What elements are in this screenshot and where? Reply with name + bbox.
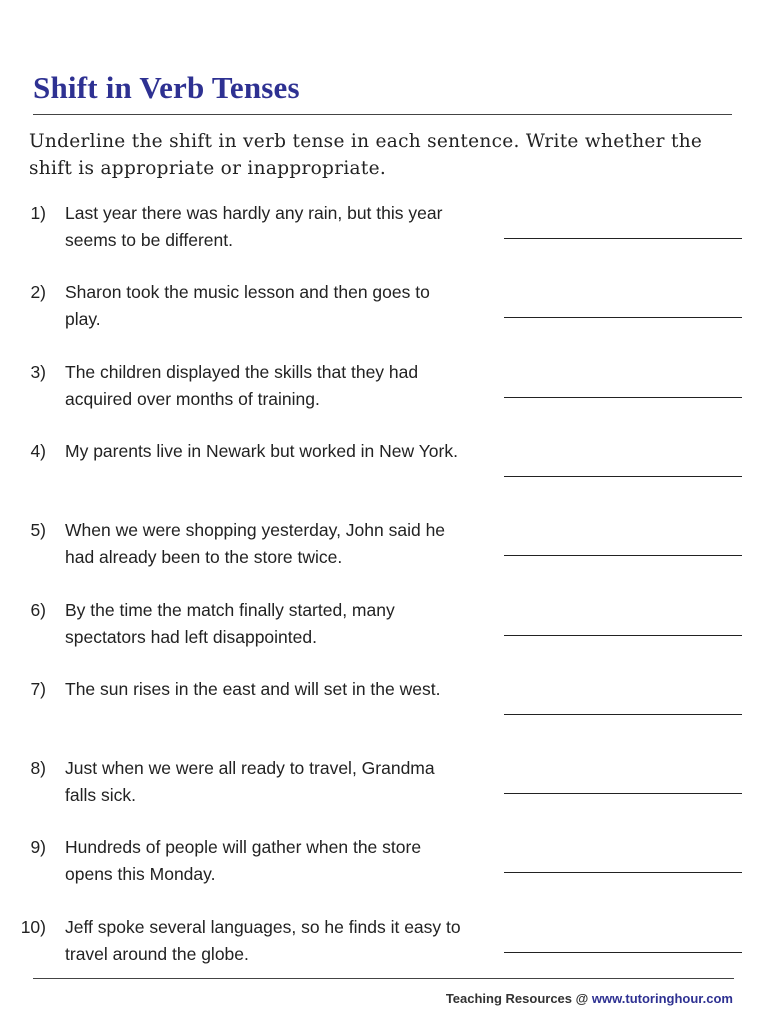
question-text: The children displayed the skills that they had acquired over months of training. [65, 362, 419, 409]
question-text: The sun rises in the east and will set in the west. [65, 679, 441, 699]
footer-site-link[interactable]: www.tutoringhour.com [591, 991, 733, 1006]
question-item [0, 279, 768, 339]
answer-line[interactable] [504, 714, 742, 715]
question-number: 10) [20, 917, 46, 937]
answer-line[interactable] [504, 397, 742, 398]
question-item [0, 438, 768, 498]
answer-line[interactable] [504, 238, 742, 239]
question-number: 6) [30, 600, 46, 620]
question-item [0, 676, 768, 736]
answer-line[interactable] [504, 317, 742, 318]
question-number: 5) [30, 520, 46, 540]
answer-line[interactable] [504, 555, 742, 556]
question-text: My parents live in Newark but worked in New York. [65, 441, 458, 461]
answer-line[interactable] [504, 476, 742, 477]
footer [446, 991, 733, 1006]
question-text: By the time the match finally started, many spectators had left disappointed. [65, 600, 395, 647]
question-number: 3) [30, 362, 46, 382]
question-text: Hundreds of people will gather when the store opens this Monday. [65, 837, 422, 884]
question-text: Sharon took the music lesson and then goes to play. [65, 282, 430, 329]
question-number: 9) [30, 837, 46, 857]
answer-line[interactable] [504, 952, 742, 953]
question-item [0, 517, 768, 577]
answer-line[interactable] [504, 872, 742, 873]
question-item [0, 834, 768, 894]
instructions: Underline the shift in verb tense in each sentence. Write whether the shift is appropriate or inappropriate. [29, 131, 703, 179]
answer-line[interactable] [504, 793, 742, 794]
question-item [0, 597, 768, 657]
question-item [0, 755, 768, 815]
worksheet-title: Shift in Verb Tenses [33, 70, 300, 105]
question-text: Jeff spoke several languages, so he finds it easy to travel around the globe. [65, 917, 461, 964]
answer-line[interactable] [504, 635, 742, 636]
footer-label: Teaching Resources @ [445, 991, 592, 1006]
question-text: When we were shopping yesterday, John said he had already been to the store twice. [65, 520, 446, 567]
question-item [0, 359, 768, 419]
question-number: 1) [30, 203, 46, 223]
question-text: Just when we were all ready to travel, Grandma falls sick. [65, 758, 435, 805]
question-item [0, 914, 768, 974]
footer-divider [33, 978, 734, 979]
question-text: Last year there was hardly any rain, but this year seems to be different. [65, 203, 443, 250]
question-number: 8) [30, 758, 46, 778]
question-number: 4) [30, 441, 46, 461]
question-item [0, 200, 768, 260]
question-number: 7) [30, 679, 46, 699]
title-divider [33, 114, 732, 115]
question-number: 2) [30, 282, 46, 302]
